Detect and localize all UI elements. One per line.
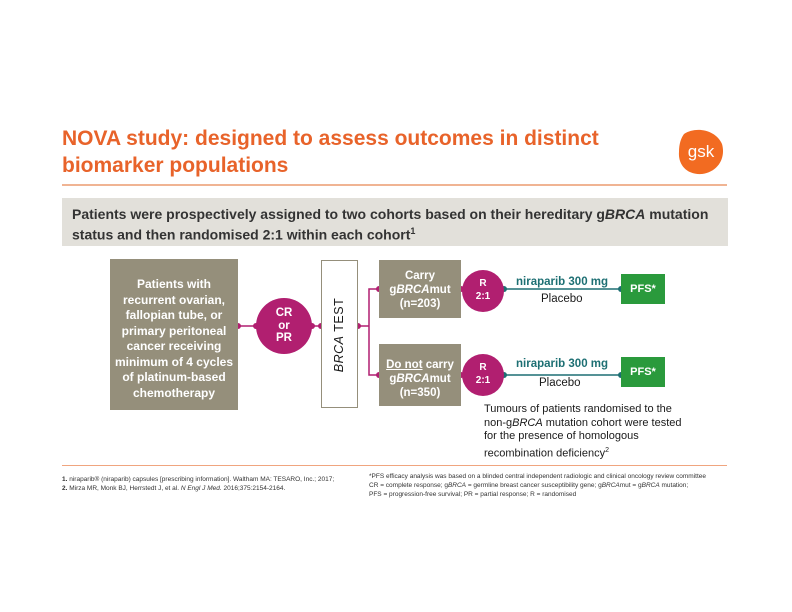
response-line-3: PR (276, 332, 292, 344)
hrd-note: Tumours of patients randomised to the non-gBRCA mutation cohort were tested for the presence of homologous recombination deficiency$^2$ (484, 403, 682, 460)
abbreviations-footnote (369, 472, 731, 499)
randomisation-circle-2: R 2:1 (462, 354, 504, 396)
cohort-1-count: (n=203) (399, 298, 441, 310)
response-line-2: or (278, 319, 290, 332)
randomisation-circle-1: R 2:1 (462, 270, 504, 312)
patients-line: chemotherapy (132, 385, 216, 400)
references (62, 475, 362, 493)
patients-line: minimum of 4 cycles (114, 354, 234, 369)
patients-box (110, 259, 238, 410)
page-title-line-1: NOVA study: designed to assess outcomes in distinct (62, 127, 599, 150)
brca-test-rest: TEST (332, 297, 346, 336)
footnote-line-2: CR = complete response; gBRCA = germline breast cancer susceptibility gene; gBRCAmut = gBRCA mutation; (369, 482, 689, 489)
pfs-endpoint-box-2: PFS* (621, 357, 665, 387)
cohort-1-line-1: Carry (404, 270, 436, 282)
banner-text-1: Patients were prospectively assigned to two cohorts based on their hereditary g (72, 206, 605, 222)
patients-line: cancer receiving (126, 339, 222, 353)
cohort-2-line-2: gBRCAmut (389, 373, 451, 385)
reference-1: 1. niraparib® (niraparib) capsules [prescribing information]. Waltham MA: TESARO, Inc.; 2017; (62, 476, 335, 483)
cohort-non-gbrcamut-box (379, 344, 461, 406)
reference-2: 2. Mirza MR, Monk BJ, Herrstedt J, et al. N Engl J Med. 2016;375:2154-2164. (62, 485, 286, 492)
page-title-line-2: biomarker populations (62, 154, 289, 177)
patients-line: Patients with (136, 277, 211, 291)
pfs-endpoint-box-1: PFS* (621, 274, 665, 304)
footnote-line-1: *PFS efficacy analysis was based on a blinded central independent radiologic and clinical oncology review committee (369, 473, 706, 480)
brca-test-italic: BRCA (332, 335, 346, 373)
placebo-arm-label-1: Placebo (541, 293, 583, 305)
placebo-arm-label-2: Placebo (539, 377, 581, 389)
cohort-1-line-2: gBRCAmut (389, 284, 451, 296)
banner-text-2: mutation status and then randomised 2:1 within each cohort (72, 206, 709, 243)
patients-line: primary peritoneal (121, 323, 227, 338)
connector-test-to-cohorts (358, 289, 379, 375)
cohort-gbrcamut-box (379, 260, 461, 318)
brca-test-label (332, 298, 346, 372)
cohort-2-line-1: Do not carry (386, 359, 454, 371)
footer-divider (62, 465, 727, 466)
gsk-logo-text: gsk (687, 142, 715, 161)
banner-text-italic: BRCA (604, 206, 646, 222)
response-line-1: CR (275, 307, 293, 319)
footnote-line-3: PFS = progression-free survival; PR = partial response; R = randomised (369, 491, 577, 498)
patients-line: recurrent ovarian, (122, 292, 226, 307)
patients-line: fallopian tube, or (125, 308, 223, 322)
drug-arm-label-1: niraparib 300 mg (516, 276, 609, 288)
response-circle (256, 298, 312, 354)
drug-arm-label-2: niraparib 300 mg (516, 358, 609, 370)
patients-line: of platinum-based (122, 370, 226, 384)
cohort-2-count: (n=350) (399, 387, 441, 399)
banner-superscript: 1 (410, 226, 416, 236)
